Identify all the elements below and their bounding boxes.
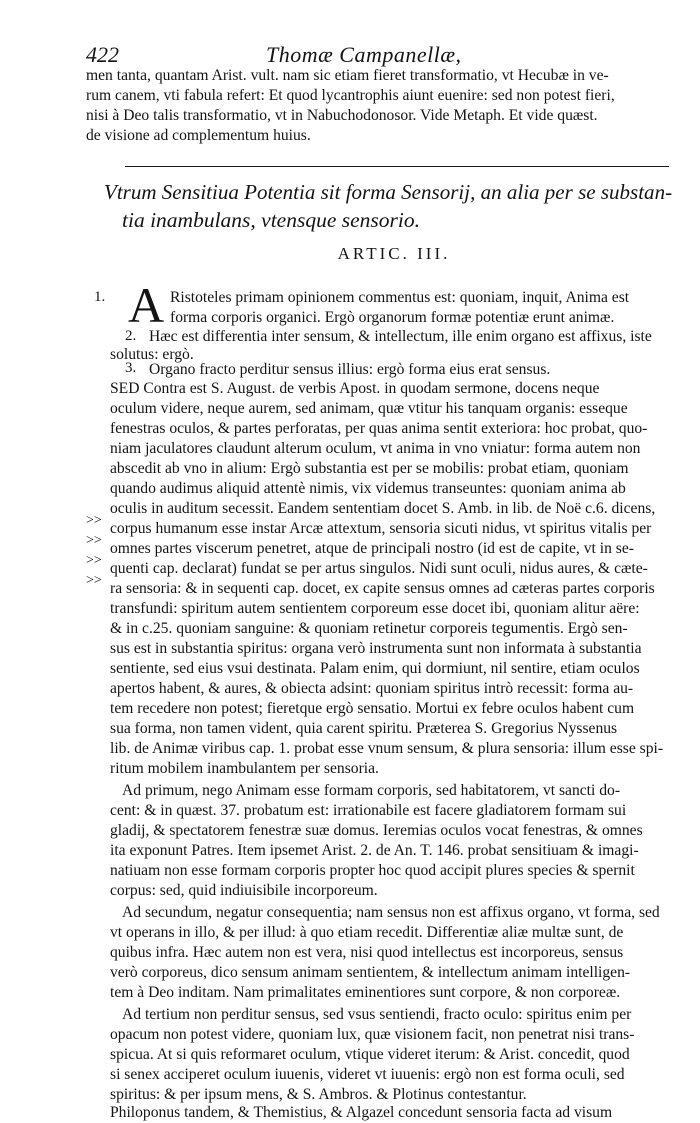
body-text-line: ritum mobilem inambulantem per sensoria. xyxy=(110,760,379,777)
body-text-line: quibus infra. Hæc autem non est vera, nisi quod intellectus est incorporeus, sensus xyxy=(110,944,624,961)
prev-text-line: men tanta, quantam Arist. vult. nam sic etiam fieret transformatio, vt Hecubæ in ve- xyxy=(86,67,609,84)
page-number: 422 xyxy=(86,42,119,67)
body-text-line: spicua. At si quis reformaret oculum, vtique videret iterum: & Arist. concedit, quod xyxy=(110,1046,630,1063)
body-text-line: ra sensoria: & in sequenti cap. docet, ex capite sensus omnes ad cæteras partes corporis xyxy=(110,580,655,597)
margin-quote-mark: >> xyxy=(86,553,102,568)
article-heading-text: ARTIC. III. xyxy=(337,244,451,263)
body-text-line: SED Contra est S. August. de verbis Apost. in quodam sermone, docens neque xyxy=(110,380,600,397)
body-text-line: cent: & in quæst. 37. probatum est: irrationabile est facere gladiatorem formam sui xyxy=(110,802,627,819)
margin-quote-mark: >> xyxy=(86,573,102,588)
body-text-line: corpus: sed, quid indiuisibile incorporeum. xyxy=(110,882,378,899)
body-text-line: vt operans in illo, & per illud: à quo etiam recedit. Differentiæ aliæ multæ sunt, de xyxy=(110,924,624,941)
body-text-line: Philoponus tandem, & Themistius, & Algazel concedunt sensoria facta ad visum xyxy=(110,1104,613,1121)
body-text-line: forma corporis organici. Ergò organorum formæ potentiæ erunt animæ. xyxy=(170,309,615,326)
body-text-line: sus est in substantia spiritus: organa verò instrumenta sunt non informata à substantia xyxy=(110,640,642,657)
body-text-line: fenestras oculos, & partes perforatas, per quas anima sentit exteriora: hoc probat, quo- xyxy=(110,420,648,437)
body-text-line: oculum videre, neque aurem, sed animam, quæ vtitur his tanquam organis: esseque xyxy=(110,400,628,417)
body-text-line: Ad primum, nego Animam esse formam corporis, sed habitatorem, vt sancti do- xyxy=(122,782,621,799)
body-text-line: sua forma, non tamen vident, quia carent spiritu. Præterea S. Gregorius Nyssenus xyxy=(110,720,618,737)
prev-text-line: de visione ad complementum huius. xyxy=(86,127,311,144)
body-text-line: lib. de Animæ viribus cap. 1. probat esse vnum sensum, & plura sensoria: illum esse spi- xyxy=(110,740,664,757)
body-text-line: ita exponunt Patres. Item ipsemet Arist. 2. de An. T. 146. probat sensitiuam & imagi- xyxy=(110,842,639,859)
prev-text-line: rum canem, vti fabula refert: Et quod lycantrophis aiunt euenire: sed non potest fieri, xyxy=(86,87,615,104)
body-text-line: Ad tertium non perditur sensus, sed vsus sentiendi, fracto oculo: spiritus enim per xyxy=(122,1006,632,1023)
body-text-line: tem recedere non potest; fieretque ergò sensatio. Mortui ex febre oculos habent cum xyxy=(110,700,635,717)
margin-quote-mark: >> xyxy=(86,533,102,548)
body-text-line: opacum non potest videre, quoniam lux, quæ visionem facit, non penetrat nisi trans- xyxy=(110,1026,635,1043)
body-text-line: quando audimus aliquid attentè nimis, vix videmus transeuntes: quoniam anima ab xyxy=(110,480,626,497)
article-title-line: tia inambulans, vtensque sensorio. xyxy=(122,208,420,232)
body-text-line: quenti cap. declarat) fundat se per artus singulos. Nidi sunt oculi, nidus aures, & cæte- xyxy=(110,560,648,577)
running-title: Thomæ Campanellæ, xyxy=(266,42,462,67)
article-title-line: Vtrum Sensitiua Potentia sit forma Sensorij, an alia per se substan- xyxy=(104,180,673,204)
drop-capital: A xyxy=(128,277,165,333)
body-text-line: Ristoteles primam opinionem commentus est: quoniam, inquit, Anima est xyxy=(170,289,630,306)
body-text-line: Hæc est differentia inter sensum, & intellectum, ille enim organo est affixus, iste xyxy=(149,328,652,345)
body-text-line: natiuam non esse formam corporis propter hoc quod accipit plures species & spernit xyxy=(110,862,635,879)
body-text-line: oculis in auditum secessit. Eandem sententiam docet S. Amb. in lib. de Noë c.6. dicens, xyxy=(110,500,656,517)
page-header xyxy=(86,42,686,68)
body-text-line: sentiente, sed eius vsui destinata. Palam enim, qui dormiunt, nil sentire, etiam oculos xyxy=(110,660,640,677)
body-text-line: & in c.25. quoniam sanguine: & quoniam retinetur corporeis tegumentis. Ergò sen- xyxy=(110,620,628,637)
body-text-line: gladij, & spectatorem fenestræ suæ domus. Ieremias oculos vocat fenestras, & omnes xyxy=(110,822,643,839)
body-text-line: abscedit ab vno in alium: Ergò substantia est per se mobilis: probat etiam, quoniam xyxy=(110,460,629,477)
body-text-line: apertos habent, & aures, & obiecta adsint: quoniam spiritus intrò recessit: forma au- xyxy=(110,680,634,697)
body-text-line: tem à Deo inditam. Nam primalitates eminentiores sunt corpore, & non corporeæ. xyxy=(110,984,621,1001)
body-text-line: corpus humanum esse instar Arcæ attextum, sensoria sicuti nidus, vt spiritus vitalis per xyxy=(110,520,652,537)
prev-text-line: nisi à Deo talis transformatio, vt in Nabuchodonosor. Vide Metaph. Et vide quæst. xyxy=(86,107,598,124)
body-text-line: transfundi: spiritum autem sentientem corporeum esse docet ibi, quoniam alitur aëre: xyxy=(110,600,640,617)
article-heading xyxy=(0,244,700,264)
body-text-line: si senex acciperet oculum iuuenis, videret vt iuuenis: ergò non est forma oculi, sed xyxy=(110,1066,625,1083)
body-text-line: verò corporeus, dico sensum animam sentientem, & intellectum animam intelligen- xyxy=(110,964,631,981)
margin-quote-mark: >> xyxy=(86,513,102,528)
body-text-line: Organo fracto perditur sensus illius: ergò forma eius erat sensus. xyxy=(149,361,551,378)
section-divider xyxy=(125,166,669,167)
paragraph-number: 1. xyxy=(94,289,106,305)
paragraph-number: 2. xyxy=(125,328,137,344)
body-text-line: solutus: ergò. xyxy=(110,346,194,363)
body-text-line: Ad secundum, negatur consequentia; nam sensus non est affixus organo, vt forma, sed xyxy=(122,904,660,921)
paragraph-number: 3. xyxy=(125,360,137,376)
body-text-line: omnes partes viscerum penetret, atque de principali nostro (id est de capite, vt in se- xyxy=(110,540,634,557)
body-text-line: spiritus: & per ipsum mens, & S. Ambros. & Plotinus contestantur. xyxy=(110,1086,527,1103)
body-text-line: niam jaculatores claudunt alterum oculum, vt anima in vno vniatur: forma autem non xyxy=(110,440,641,457)
